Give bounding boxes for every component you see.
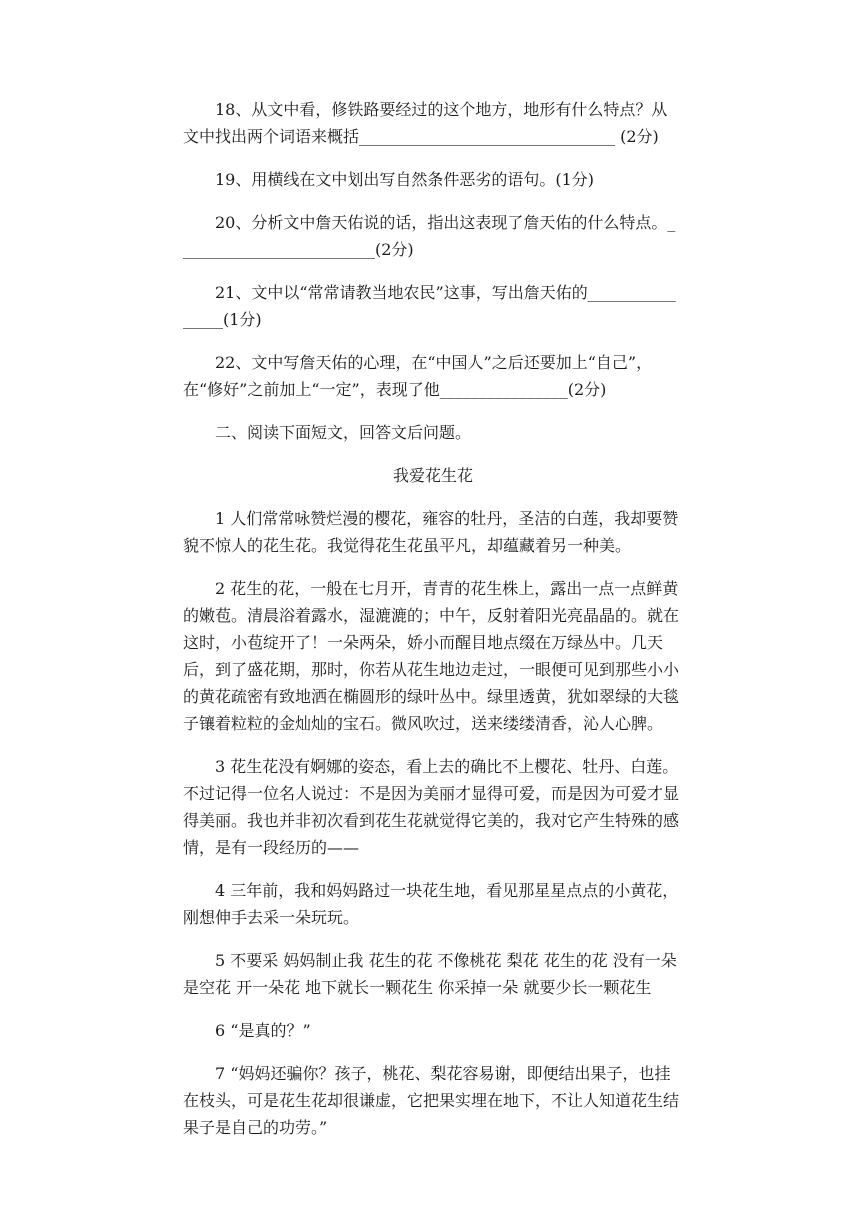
question-21: 21、文中以“常常请教当地农民”这事，写出詹天佑的________________(1分) [183, 283, 676, 329]
question-22: 22、文中写詹天佑的心理，在“中国人”之后还要加上“自己”，在“修好”之前加上“一定”，表现了他________________(2分) [183, 353, 653, 399]
article-paragraph: 1 人们常常咏赞烂漫的樱花，雍容的牡丹，圣洁的白莲，我却要赞貌不惊人的花生花。我觉得花生花虽平凡，却蕴藏着另一种美。 [183, 509, 679, 555]
section-heading: 二、阅读下面短文，回答文后问题。 [215, 423, 472, 442]
article-title: 我爱花生花 [392, 466, 473, 485]
article-paragraph: 7 “妈妈还骗你？孩子，桃花、梨花容易谢，即便结出果子，也挂在枝头，可是花生花却很谦虚，它把果实埋在地下，不让人知道花生结果子是自己的功劳。” [183, 1064, 680, 1137]
article-paragraph: 6 “是真的？” [215, 1021, 311, 1040]
article-paragraph: 5 不要采 妈妈制止我 花生的花 不像桃花 梨花 花生的花 没有一朵是空花 开一朵花 地下就长一颗花生 你采掉一朵 就要少长一颗花生 [183, 951, 677, 997]
article-paragraph: 3 花生花没有婀娜的姿态，看上去的确比不上樱花、牡丹、白莲。不过记得一位名人说过：不是因为美丽才显得可爱，而是因为可爱才显得美丽。我也并非初次看到花生花就觉得它美的，我对它产生特殊的感情，是有一段经历的—— [183, 757, 680, 857]
article-paragraph: 4 三年前，我和妈妈路过一块花生地，看见那星星点点的小黄花，刚想伸手去采一朵玩玩。 [183, 881, 679, 927]
article-paragraph: 2 花生的花，一般在七月开，青青的花生株上，露出一点一点鲜黄的嫩苞。清晨浴着露水，湿漉漉的；中午，反射着阳光亮晶晶的。就在这时，小苞绽开了！一朵两朵，娇小而醒目地点缀在万绿丛中。几天后，到了盛花期，那时，你若从花生地边走过，一眼便可见到那些小小的黄花疏密有致地洒在椭圆形的绿叶丛中。绿里透黄，犹如翠绿的大毯子镶着粒粒的金灿灿的宝石。微风吹过，送来缕缕清香，沁人心脾。 [183, 579, 680, 733]
question-19: 19、用横线在文中划出写自然条件恶劣的语句。(1分) [215, 170, 595, 189]
question-18: 18、从文中看，修铁路要经过的这个地方，地形有什么特点？从文中找出两个词语来概括________________________________ (2分) [183, 100, 668, 146]
question-20: 20、分析文中詹天佑说的话，指出这表现了詹天佑的什么特点。_________________________(2分) [183, 213, 676, 259]
document-body [183, 96, 683, 1157]
